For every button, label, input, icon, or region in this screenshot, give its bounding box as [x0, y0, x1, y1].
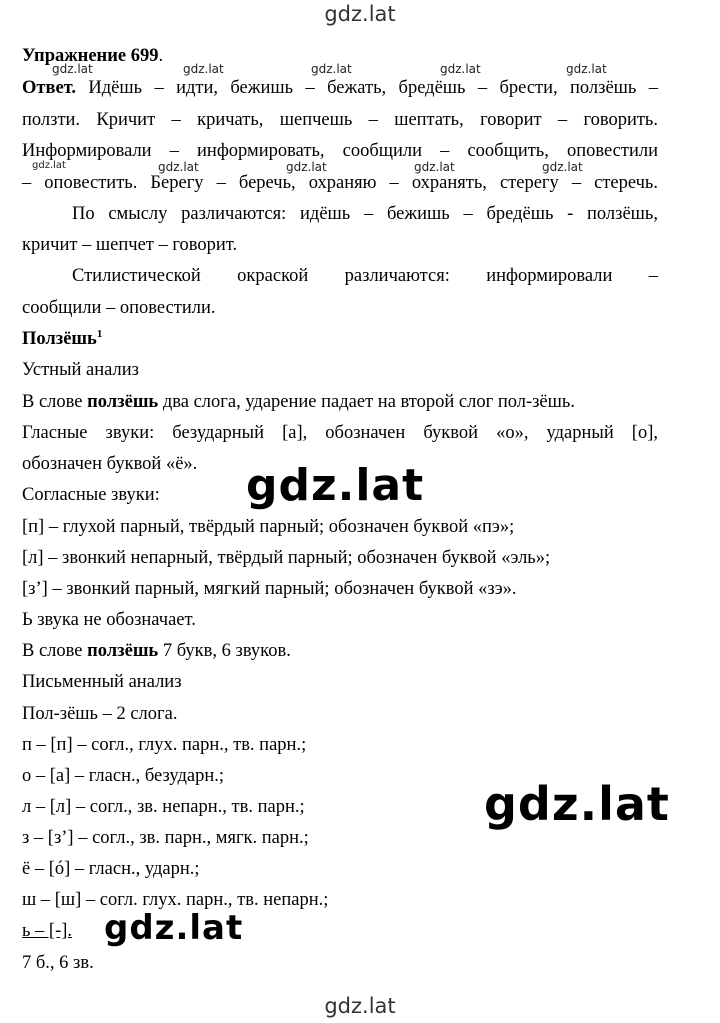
watermark-small: gdz.lat	[440, 62, 481, 76]
word-title: Ползёшь$^1$	[22, 328, 103, 350]
watermark-small: gdz.lat	[183, 62, 224, 76]
written-row: л – [л] – согл., зв. непарн., тв. парн.;	[22, 797, 305, 817]
meaning-line-1: По смыслу различаются: идёшь – бежишь – бредёшь - ползёшь,	[72, 204, 658, 224]
oral-consonant-z: [з’] – звонкий парный, мягкий парный; обозначен буквой «зэ».	[22, 579, 517, 599]
answer-label: Ответ.	[22, 78, 77, 98]
oral-title: Устный анализ	[22, 360, 139, 380]
watermark-large: gdz.lat	[104, 908, 244, 948]
written-title: Письменный анализ	[22, 672, 182, 692]
watermark-small: gdz.lat	[286, 160, 327, 174]
watermark-top: gdz.lat	[324, 2, 396, 26]
written-row-last: ь – [-].	[22, 921, 73, 941]
watermark-large: gdz.lat	[484, 777, 670, 831]
written-row: п – [п] – согл., глух. парн., тв. парн.;	[22, 735, 307, 755]
watermark-small: gdz.lat	[566, 62, 607, 76]
oral-consonants-title: Согласные звуки:	[22, 485, 160, 505]
watermark-small: gdz.lat	[414, 160, 455, 174]
watermark-small: gdz.lat	[52, 62, 93, 76]
answer-line-3: Информировали – информировать, сообщили – сообщить, оповестили	[22, 141, 658, 161]
watermark-small: gdz.lat	[542, 160, 583, 174]
answer-line-2: ползти. Кричит – кричать, шепчешь – шептать, говорит – говорить.	[22, 110, 658, 130]
written-syllables: Пол-зёшь – 2 слога.	[22, 704, 178, 724]
meaning-line-2: кричит – шепчет – говорит.	[22, 235, 238, 255]
answer-line-4: – оповестить. Берегу – беречь, охраняю – охранять, стерегу – стеречь.	[22, 173, 658, 193]
written-row: о – [а] – гласн., безударн.;	[22, 766, 225, 786]
watermark-small: gdz.lat	[311, 62, 352, 76]
footnote-mark: 1	[96, 328, 103, 340]
oral-consonant-p: [п] – глухой парный, твёрдый парный; обозначен буквой «пэ»;	[22, 517, 515, 537]
oral-soft-sign: Ь звука не обозначает.	[22, 610, 196, 630]
style-line-1: Стилистической окраской различаются: информировали –	[72, 266, 658, 286]
written-row: ш – [ш] – согл. глух. парн., тв. непарн.;	[22, 890, 329, 910]
watermark-large: gdz.lat	[246, 460, 425, 511]
exercise-heading: Упражнение 699.	[22, 46, 164, 66]
written-row: з – [з’] – согл., зв. парн., мягк. парн.;	[22, 828, 309, 848]
watermark-small: gdz.lat	[158, 160, 199, 174]
written-row: ё – [ó] – гласн., ударн.;	[22, 859, 200, 879]
watermark-bottom: gdz.lat	[324, 994, 396, 1018]
oral-vowels-2: обозначен буквой «ё».	[22, 454, 198, 474]
oral-vowels-1: Гласные звуки: безударный [а], обозначен буквой «о», ударный [о],	[22, 423, 658, 443]
watermark-small: gdz.lat	[32, 160, 66, 171]
oral-count: В слове ползёшь 7 букв, 6 звуков.	[22, 641, 291, 661]
oral-consonant-l: [л] – звонкий непарный, твёрдый парный; обозначен буквой «эль»;	[22, 548, 551, 568]
answer-line-1: Ответ. Идёшь – идти, бежишь – бежать, бредёшь – брести, ползёшь –	[22, 78, 658, 98]
oral-syllables: В слове ползёшь два слога, ударение падает на второй слог пол-зёшь.	[22, 392, 575, 412]
style-line-2: сообщили – оповестили.	[22, 298, 216, 318]
written-total: 7 б., 6 зв.	[22, 953, 94, 973]
